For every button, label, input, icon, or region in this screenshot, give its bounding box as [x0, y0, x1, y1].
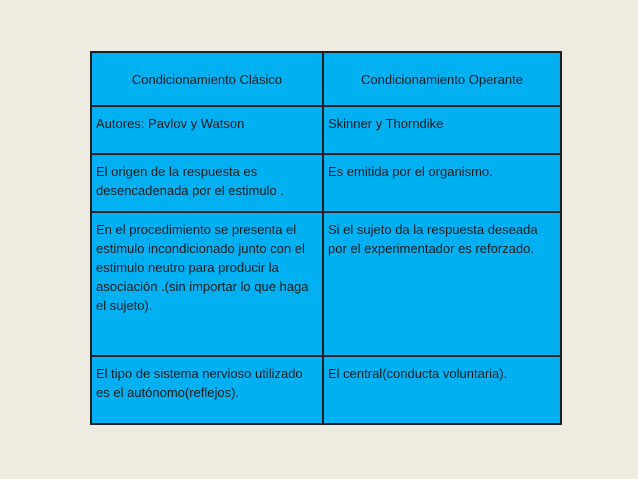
header-classical: Condicionamiento Clásico [91, 52, 323, 106]
cell-nervous-operant: El central(conducta voluntaria). [323, 356, 561, 424]
table-row [91, 106, 561, 154]
table-row [91, 356, 561, 424]
table-row [91, 154, 561, 212]
cell-origin-classical: El origen de la respuesta es desencadenada por el estimulo . [91, 154, 323, 212]
cell-procedure-operant: Si el sujeto da la respuesta deseada por el experimentador es reforzado. [323, 212, 561, 356]
cell-authors-classical: Autores: Pavlov y Watson [91, 106, 323, 154]
table-row [91, 212, 561, 356]
comparison-table [90, 51, 562, 425]
table-header-row [91, 52, 561, 106]
header-operant: Condicionamiento Operante [323, 52, 561, 106]
cell-nervous-classical: El tipo de sistema nervioso utilizado es el autónomo(reflejos). [91, 356, 323, 424]
cell-procedure-classical: En el procedimiento se presenta el estimulo incondicionado junto con el estimulo neutro para producir la asociación .(sin importar lo que haga el sujeto). [91, 212, 323, 356]
cell-authors-operant: Skinner y Thorndike [323, 106, 561, 154]
cell-origin-operant: Es emitida por el organismo. [323, 154, 561, 212]
